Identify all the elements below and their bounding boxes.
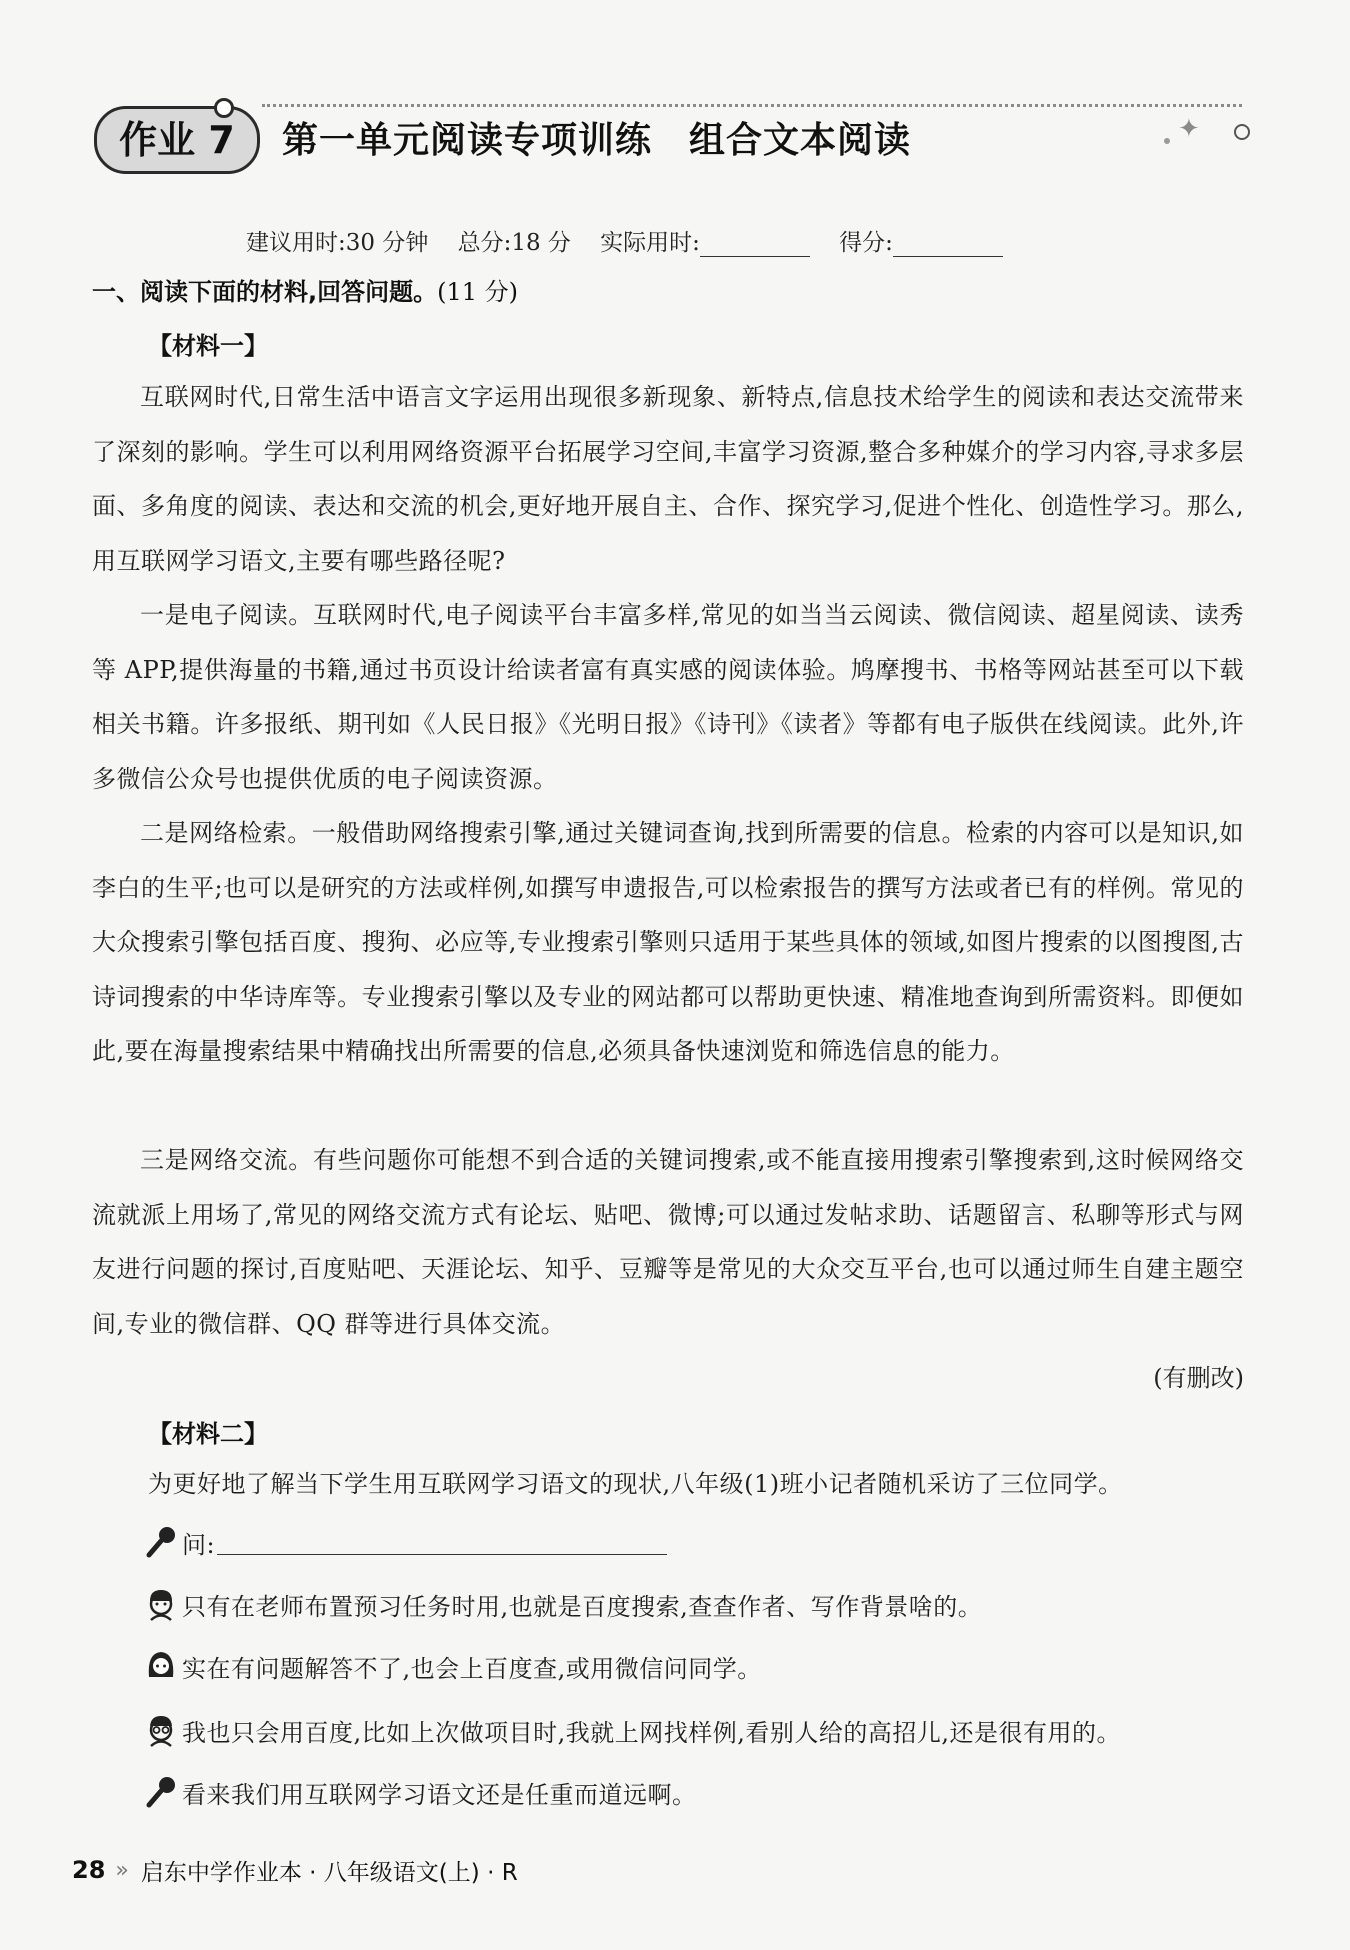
material-one-title: 【材料一】 (148, 332, 268, 360)
sparkle-icon: ✦ (1178, 114, 1200, 144)
answer-text: 实在有问题解答不了,也会上百度查,或用微信问同学。 (182, 1654, 762, 1683)
decoration-dot (1164, 138, 1170, 144)
microphone-icon (144, 1525, 178, 1559)
badge-ring-decoration (214, 98, 234, 118)
double-chevron-icon: » (115, 1857, 129, 1883)
actual-time-label: 实际用时: (600, 230, 700, 256)
interview-question (144, 1522, 667, 1562)
section-points: (11 分) (437, 278, 519, 306)
header-dotted-line (262, 104, 1242, 109)
score-label: 得分: (839, 230, 893, 256)
material-two-title: 【材料二】 (148, 1420, 268, 1448)
assignment-badge: 作业 7 (94, 106, 260, 174)
source-note: (有删改) (1153, 1364, 1244, 1392)
interview-answer (144, 1710, 1121, 1750)
material-two-intro: 为更好地了解当下学生用互联网学习语文的现状,八年级(1)班小记者随机采访了三位同学。 (148, 1470, 1123, 1498)
material-one-paragraph: 一是电子阅读。互联网时代,电子阅读平台丰富多样,常见的如当当云阅读、微信阅读、超星阅读、读秀等 APP,提供海量的书籍,通过书页设计给读者富有真实感的阅读体验。鸠摩搜书、书格等网站甚至可以下载相关书籍。许多报纸、期刊如《人民日报》《光明日报》《诗刊》《读者》等都有电子版供在线阅读。此外,许多微信公众号也提供优质的电子阅读资源。 (92, 601, 1244, 793)
interview-answer (144, 1584, 982, 1624)
decoration-circle (1234, 124, 1250, 140)
page-footer (72, 1852, 518, 1888)
page-title: 第一单元阅读专项训练 组合文本阅读 (282, 120, 912, 161)
interview-closing (144, 1772, 697, 1812)
section-heading (92, 272, 518, 307)
question-label: 问: (182, 1530, 216, 1559)
timing-info (246, 224, 1003, 257)
answer-text: 我也只会用百度,比如上次做项目时,我就上网找样例,看别人给的高招儿,还是很有用的。 (182, 1718, 1122, 1747)
material-one-paragraph: 三是网络交流。有些问题你可能想不到合适的关键词搜索,或不能直接用搜索引擎搜索到,这时候网络交流就派上用场了,常见的网络交流方式有论坛、贴吧、微博;可以通过发帖求助、话题留言、私聊等形式与网友进行问题的探讨,百度贴吧、天涯论坛、知乎、豆瓣等是常见的大众交互平台,也可以通过师生自建主题空间,专业的微信群、QQ 群等进行具体交流。 (92, 1146, 1244, 1338)
material-one-paragraph: 二是网络检索。一般借助网络搜索引擎,通过关键词查询,找到所需要的信息。检索的内容可以是知识,如李白的生平;也可以是研究的方法或样例,如撰写申遗报告,可以检索报告的撰写方法或者已有的样例。常见的大众搜索引擎包括百度、搜狗、必应等,专业搜索引擎则只适用于某些具体的领域,如图片搜索的以图搜图,古诗词搜索的中华诗库等。专业搜索引擎以及专业的网站都可以帮助更快速、精准地查询到所需资料。即便如此,要在海量搜索结果中精确找出所需要的信息,必须具备快速浏览和筛选信息的能力。 (92, 819, 1244, 1065)
suggested-time: 建议用时:30 分钟 (246, 230, 429, 256)
actual-time-blank[interactable] (700, 236, 810, 257)
material-one-paragraph: 互联网时代,日常生活中语言文字运用出现很多新现象、新特点,信息技术给学生的阅读和表达交流带来了深刻的影响。学生可以利用网络资源平台拓展学习空间,丰富学习资源,整合多种媒介的学习内容,寻求多层面、多角度的阅读、表达和交流的机会,更好地开展自主、合作、探究学习,促进个性化、创造性学习。那么,用互联网学习语文,主要有哪些路径呢? (92, 383, 1244, 575)
answer-text: 只有在老师布置预习任务时用,也就是百度搜索,查查作者、写作背景啥的。 (182, 1592, 983, 1621)
page-number: 28 (72, 1856, 106, 1884)
closing-text: 看来我们用互联网学习语文还是任重而道远啊。 (182, 1780, 697, 1809)
section-title-text: 一、阅读下面的材料,回答问题。 (92, 278, 438, 306)
boy-student-icon (144, 1587, 178, 1621)
glasses-student-icon (144, 1713, 178, 1747)
interview-answer (144, 1646, 762, 1686)
total-score: 总分:18 分 (457, 230, 571, 256)
score-blank[interactable] (893, 236, 1003, 257)
girl-student-icon (144, 1649, 178, 1683)
book-title: 启东中学作业本 · 八年级语文(上) · R (140, 1859, 518, 1886)
question-answer-blank[interactable] (217, 1530, 667, 1555)
microphone-icon (144, 1775, 178, 1809)
